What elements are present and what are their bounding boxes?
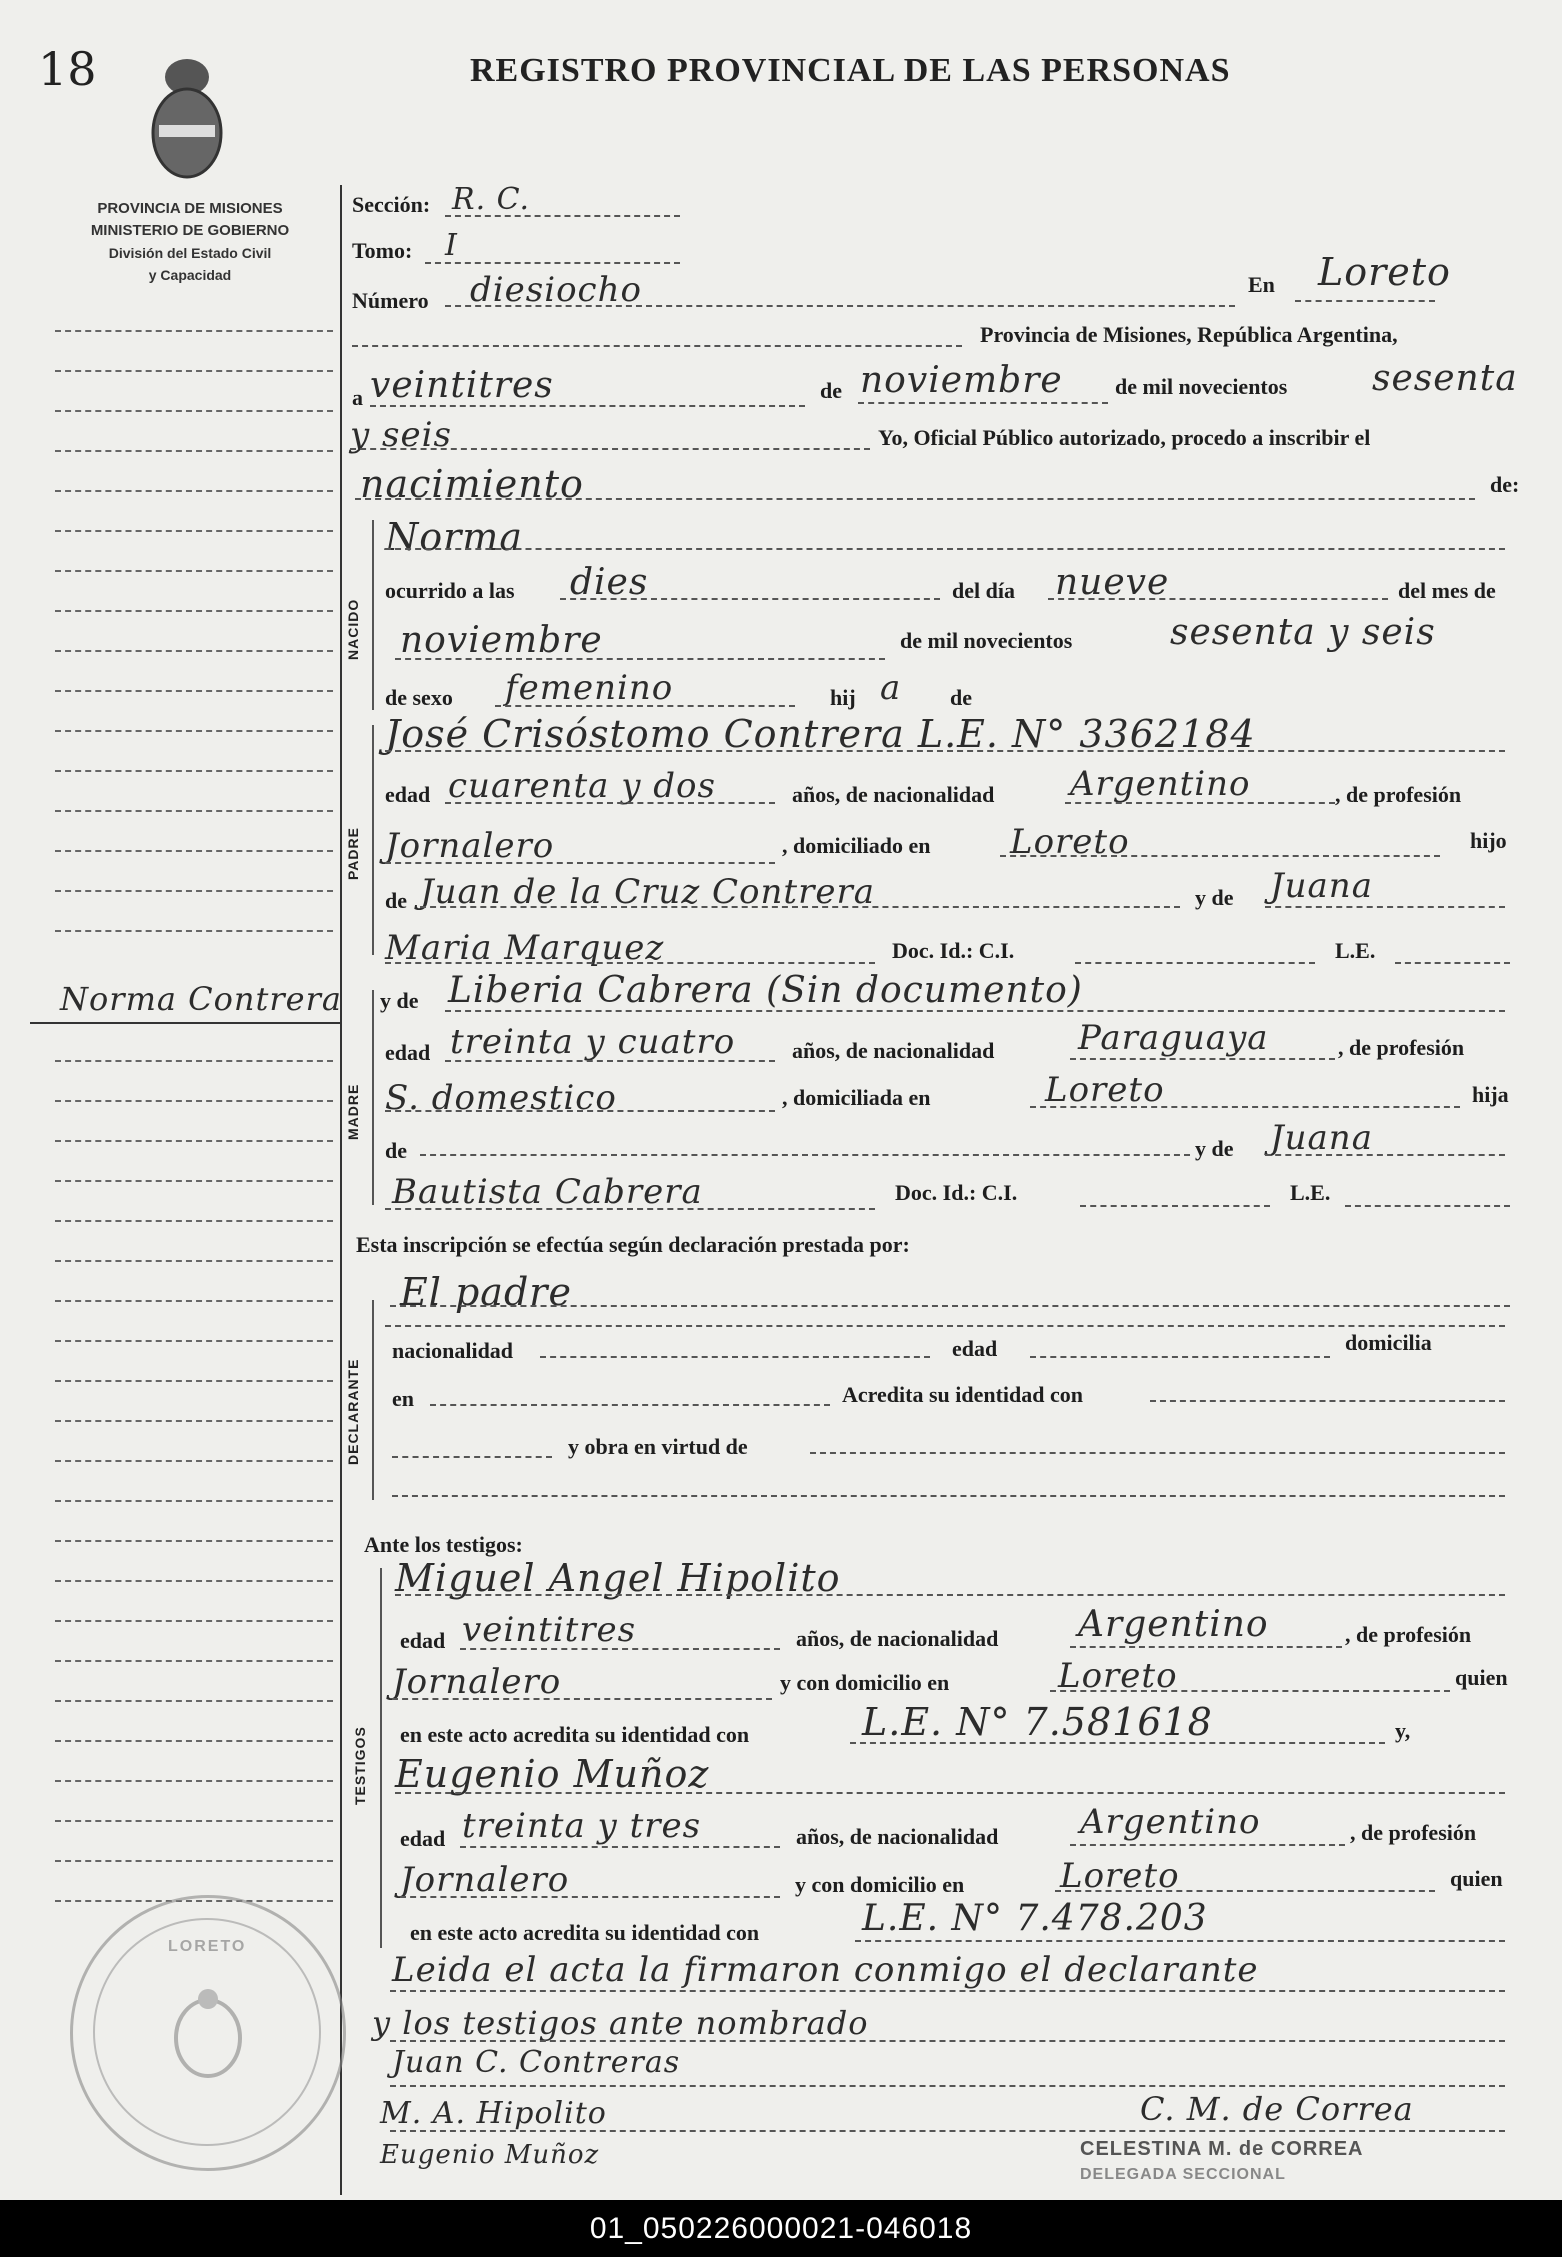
seal-text: LORETO	[168, 1938, 247, 1955]
document-title: REGISTRO PROVINCIAL DE LAS PERSONAS	[470, 52, 1231, 89]
anio-value: sesenta y seis	[1170, 612, 1436, 653]
issuer-block	[40, 198, 340, 286]
padre-name: José Crisóstomo Contrera L.E. N° 3362184	[385, 712, 1256, 756]
padre-de-label: de	[385, 888, 407, 913]
margin-rule	[340, 185, 342, 2195]
padre-nacionalidad-value: Argentino	[1070, 764, 1251, 804]
signature-official: C. M. de Correa	[1140, 2090, 1414, 2128]
official-stamp-name: CELESTINA M. de CORREA	[1080, 2138, 1364, 2160]
sexo-value: femenino	[505, 668, 674, 708]
page-number: 18	[38, 42, 97, 96]
t2-name: Eugenio Muñoz	[395, 1752, 710, 1796]
signature-2: M. A. Hipolito	[380, 2096, 607, 2131]
signature-1: Juan C. Contreras	[392, 2045, 681, 2080]
provincia-text: Provincia de Misiones, República Argentina,	[980, 322, 1398, 347]
t1-prof: Jornalero	[392, 1662, 562, 1702]
t2-prof: Jornalero	[400, 1860, 570, 1900]
year-value-2: y seis	[350, 415, 452, 455]
madre-name: Liberia Cabrera (Sin documento)	[448, 970, 1083, 1011]
seccion-label: Sección:	[352, 192, 431, 217]
padre-padre-value: Juan de la Cruz Contrera	[420, 872, 875, 912]
padre-edad-label: edad	[385, 782, 431, 807]
padre-anios-label: años, de nacionalidad	[792, 782, 995, 807]
t2-doc: L.E. N° 7.478.203	[862, 1898, 1208, 1939]
declarante-domicilia-label: domicilia	[1345, 1330, 1432, 1355]
en-label: En	[1248, 272, 1275, 297]
t1-acredita-label: en este acto acredita su identidad con	[400, 1722, 750, 1747]
declarante-obra-label: y obra en virtud de	[568, 1434, 748, 1459]
nacido-label: NACIDO	[345, 598, 361, 660]
madre-nacionalidad-value: Paraguaya	[1078, 1018, 1269, 1058]
madre-doc-label: Doc. Id.: C.I.	[895, 1180, 1018, 1205]
padre-profesion-label: , de profesión	[1335, 782, 1462, 807]
ocurrido-label: ocurrido a las	[385, 578, 515, 603]
declarante-label: DECLARANTE	[345, 1358, 361, 1465]
t2-nac: Argentino	[1080, 1802, 1261, 1842]
t2-quien: quien	[1450, 1866, 1503, 1891]
acto-value: nacimiento	[360, 462, 584, 506]
t1-prof-label: , de profesión	[1345, 1622, 1472, 1647]
madre-yde2-label: y de	[1195, 1136, 1234, 1161]
t2-dom: Loreto	[1060, 1856, 1180, 1896]
testigos-intro: Ante los testigos:	[364, 1532, 523, 1557]
madre-de-label: de	[385, 1138, 407, 1163]
yo-text: Yo, Oficial Público autorizado, procedo a inscribir el	[878, 425, 1371, 450]
padre-doc-label: Doc. Id.: C.I.	[892, 938, 1015, 963]
nacido-name: Norma	[385, 515, 523, 559]
padre-edad-value: cuarenta y dos	[448, 766, 716, 806]
t2-prof-label: , de profesión	[1350, 1820, 1477, 1845]
year-label: de mil novecientos	[1115, 374, 1288, 399]
padre-yde-label: y de	[1195, 885, 1234, 910]
coat-of-arms-icon	[145, 55, 230, 185]
madre-domicilio-label: , domiciliada en	[782, 1085, 931, 1110]
mil-label: de mil novecientos	[900, 628, 1073, 653]
margin-note-rule	[30, 1022, 340, 1024]
t1-doc: L.E. N° 7.581618	[862, 1700, 1213, 1744]
a-label: a	[352, 385, 363, 410]
madre-le-label: L.E.	[1290, 1180, 1331, 1205]
declarante-edad-label: edad	[952, 1336, 998, 1361]
margin-note: Norma Contrera	[60, 980, 342, 1018]
t1-quien: quien	[1455, 1665, 1508, 1690]
madre-yde-label: y de	[380, 988, 419, 1013]
declarante-value: El padre	[400, 1270, 572, 1314]
nacido-de-label: de	[950, 685, 972, 710]
madre-anios-label: años, de nacionalidad	[792, 1038, 995, 1063]
year-value: sesenta	[1372, 358, 1518, 399]
declarante-acredita-label: Acredita su identidad con	[842, 1382, 1084, 1407]
padre-madre-value: Juana	[1270, 866, 1373, 906]
padre-le-label: L.E.	[1335, 938, 1376, 963]
declarante-en-label: en	[392, 1386, 414, 1411]
padre-domicilio-value: Loreto	[1010, 822, 1130, 862]
issuer-line-1: PROVINCIA DE MISIONES	[97, 200, 283, 217]
madre-profesion-value: S. domestico	[385, 1078, 617, 1118]
en-value: Loreto	[1318, 250, 1451, 294]
t1-name: Miguel Angel Hipolito	[395, 1556, 841, 1600]
signature-3: Eugenio Muñoz	[380, 2140, 600, 2170]
padre-domicilio-label: , domiciliado en	[782, 833, 931, 858]
hij-label: hij	[830, 685, 856, 710]
madre-madre-value: Juana	[1270, 1118, 1373, 1158]
round-seal	[70, 1895, 346, 2171]
t1-nac: Argentino	[1078, 1604, 1269, 1645]
padre-label: PADRE	[345, 827, 361, 880]
closing-line-1: Leida el acta la firmaron conmigo el declarante	[392, 1950, 1259, 1990]
padre-madre-value-2: Maria Marquez	[385, 928, 665, 968]
hij-value: a	[880, 668, 902, 708]
t2-edad: treinta y tres	[462, 1806, 702, 1846]
del-mes-label: del mes de	[1398, 578, 1496, 603]
sexo-label: de sexo	[385, 685, 453, 710]
t1-y: y,	[1395, 1718, 1411, 1743]
madre-label: MADRE	[345, 1083, 361, 1140]
testigos-label: TESTIGOS	[352, 1726, 368, 1805]
day-value: veintitres	[370, 365, 554, 406]
tomo-label: Tomo:	[352, 238, 413, 263]
t1-anios-label: años, de nacionalidad	[796, 1626, 999, 1651]
seccion-value: R. C.	[452, 182, 531, 217]
t2-edad-label: edad	[400, 1826, 446, 1851]
madre-edad-value: treinta y cuatro	[450, 1022, 736, 1062]
t2-acredita-label: en este acto acredita su identidad con	[410, 1920, 760, 1945]
madre-profesion-label: , de profesión	[1338, 1035, 1465, 1060]
month-value: noviembre	[860, 360, 1063, 401]
tomo-value: I	[445, 228, 458, 263]
padre-profesion-value: Jornalero	[385, 826, 555, 866]
madre-madre-value-2: Bautista Cabrera	[392, 1172, 703, 1212]
t1-dom-label: y con domicilio en	[780, 1670, 950, 1695]
issuer-line-2: MINISTERIO DE GOBIERNO	[90, 222, 290, 239]
footer-id: 01_050226000021-046018	[0, 2200, 1562, 2257]
numero-value: diesiocho	[470, 270, 642, 310]
t1-dom: Loreto	[1058, 1656, 1178, 1696]
issuer-line-4: y Capacidad	[148, 267, 232, 283]
t2-anios-label: años, de nacionalidad	[796, 1824, 999, 1849]
closing-line-2: y los testigos ante nombrado	[372, 2004, 869, 2042]
t1-edad: veintitres	[462, 1610, 637, 1650]
hora-value: dies	[570, 562, 649, 603]
de-label: de	[820, 378, 842, 403]
madre-edad-label: edad	[385, 1040, 431, 1065]
official-stamp-title: DELEGADA SECCIONAL	[1080, 2166, 1286, 2183]
de-colon: de:	[1490, 472, 1520, 497]
issuer-line-3: División del Estado Civil	[108, 245, 272, 261]
mes-value: noviembre	[400, 620, 603, 661]
declaracion-intro: Esta inscripción se efectúa según declaración prestada por:	[356, 1232, 910, 1257]
madre-hija-label: hija	[1472, 1082, 1509, 1107]
seal-emblem-icon	[158, 1983, 258, 2083]
t1-edad-label: edad	[400, 1628, 446, 1653]
padre-hijo-label: hijo	[1470, 828, 1507, 853]
dia-value: nueve	[1055, 562, 1170, 603]
madre-domicilio-value: Loreto	[1045, 1070, 1165, 1110]
del-dia-label: del día	[952, 578, 1015, 603]
numero-label: Número	[352, 288, 429, 313]
t2-dom-label: y con domicilio en	[795, 1872, 965, 1897]
declarante-nacionalidad-label: nacionalidad	[392, 1338, 514, 1363]
